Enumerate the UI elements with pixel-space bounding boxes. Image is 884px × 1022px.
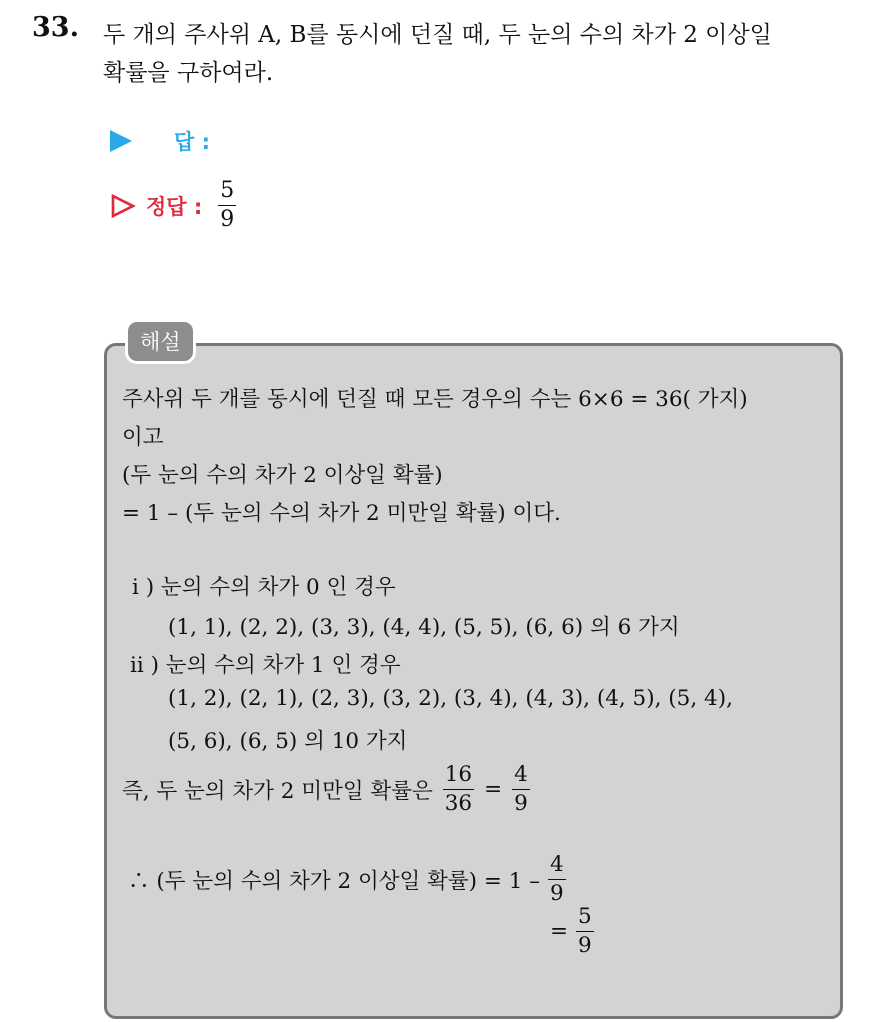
case-heading: i ) 눈의 수의 차가 0 인 경우 <box>132 575 396 600</box>
fraction-numerator: 4 <box>548 854 566 880</box>
so-prefix: 즉, 두 눈의 차가 2 미만일 확률은 <box>122 778 433 804</box>
equals-sign: = <box>550 918 569 944</box>
fraction-denominator: 9 <box>514 790 528 816</box>
equals-sign: = <box>484 776 503 802</box>
so-equation <box>122 764 530 814</box>
case-values: (1, 1), (2, 2), (3, 3), (4, 4), (5, 5), (6, 6) 의 6 가지 <box>168 615 680 640</box>
fraction-numerator: 5 <box>218 180 236 206</box>
answer-blank-row <box>110 126 210 156</box>
solution-box <box>104 343 843 1019</box>
case-values: (5, 6), (6, 5) 의 10 가지 <box>168 729 408 754</box>
question-number: 33. <box>32 12 79 43</box>
fraction-4-9 <box>512 764 530 814</box>
correct-answer-fraction <box>218 180 236 231</box>
final-fraction <box>576 906 594 956</box>
fraction-4-9 <box>548 854 566 904</box>
therefore-prefix: ∴ (두 눈의 수의 차가 2 이상일 확률) = 1 – <box>128 868 540 894</box>
fraction-denominator: 9 <box>220 207 235 232</box>
case-values: (1, 2), (2, 1), (2, 3), (3, 2), (3, 4), (4, 3), (4, 5), (5, 4), <box>168 686 733 711</box>
fraction-denominator: 9 <box>549 880 564 906</box>
play-triangle-icon <box>110 130 132 152</box>
therefore-equation <box>128 854 566 904</box>
question-text-line1: 두 개의 주사위 A, B를 동시에 던질 때, 두 눈의 수의 차가 2 이상일 <box>103 22 772 48</box>
solution-line: = 1 – (두 눈의 수의 차가 2 미만일 확률) 이다. <box>122 501 561 526</box>
fraction-16-36 <box>443 764 474 814</box>
solution-line: 주사위 두 개를 동시에 던질 때 모든 경우의 수는 6×6 = 36( 가지) <box>122 387 748 412</box>
solution-tag: 해설 <box>128 322 193 361</box>
correct-answer-row <box>110 180 236 231</box>
fraction-denominator: 9 <box>578 932 592 958</box>
final-equation <box>550 906 594 956</box>
answer-label: 답 : <box>174 130 210 154</box>
fraction-denominator: 36 <box>444 790 473 816</box>
correct-answer-label: 정답 : <box>146 194 203 219</box>
solution-line: 이고 <box>122 425 164 450</box>
outline-triangle-icon <box>110 193 136 219</box>
question-text-line2: 확률을 구하여라. <box>103 60 274 86</box>
fraction-numerator: 5 <box>576 906 594 932</box>
solution-line: (두 눈의 수의 차가 2 이상일 확률) <box>122 463 443 488</box>
fraction-numerator: 16 <box>443 764 474 790</box>
case-heading: ii ) 눈의 수의 차가 1 인 경우 <box>130 653 401 678</box>
fraction-numerator: 4 <box>512 764 530 790</box>
